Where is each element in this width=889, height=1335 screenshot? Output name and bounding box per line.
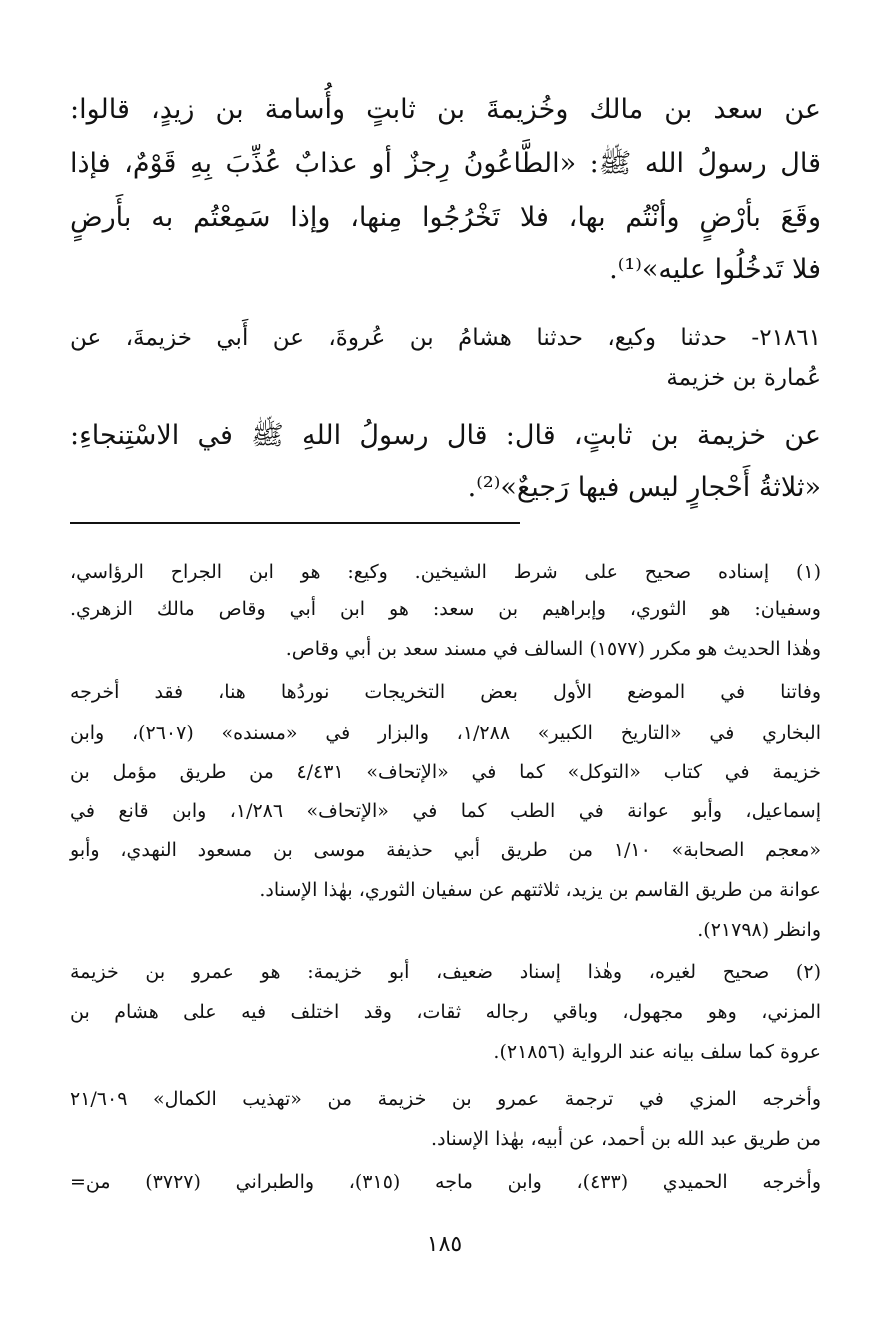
hadith-line: وقَعَ بأرْضٍ وأنْتُم بها، فلا تَخْرُجُوا مِنها، وإذا سَمِعْتُم به بأَرضٍ: [70, 202, 821, 233]
footnote-line: وانظر (٢١٧٩٨).: [697, 919, 821, 941]
hadith-line: عن خزيمة بن ثابتٍ، قال: قال رسولُ اللهِ ﷺ في الاسْتِنجاءِ:: [70, 420, 821, 451]
footnote-line: (١) إسناده صحيح على شرط الشيخين. وكيع: هو ابن الجراح الرؤاسي،: [70, 561, 821, 583]
footnote-line: عروة كما سلف بيانه عند الرواية (٢١٨٥٦).: [493, 1041, 821, 1063]
page-number: ١٨٥: [426, 1232, 463, 1257]
footnote-line: وأخرجه المزي في ترجمة عمرو بن خزيمة من «تهذيب الكمال» ٢١/٦٠٩: [70, 1088, 821, 1110]
isnad-line: عُمارة بن خزيمة: [666, 365, 821, 391]
footnote-line: وفاتنا في الموضع الأول بعض التخريجات نوردُها هنا، فقد أخرجه: [70, 681, 821, 703]
hadith-line: قال رسولُ الله ﷺ: «الطَّاعُونُ رِجزٌ أو عذابٌ عُذِّبَ بِهِ قَوْمٌ، فإذا: [70, 148, 821, 179]
footnote-line: وأخرجه الحميدي (٤٣٣)، وابن ماجه (٣١٥)، والطبراني (٣٧٢٧) من=: [70, 1171, 821, 1193]
footnote-line: إسماعيل، وأبو عوانة في الطب كما في «الإتحاف» ١/٢٨٦، وابن قانع في: [70, 800, 821, 822]
footnote-line: المزني، وهو مجهول، وباقي رجاله ثقات، وقد اختلف فيه على هشام بن: [70, 1001, 821, 1023]
footnote-separator: [70, 522, 520, 524]
footnote-line: خزيمة في كتاب «التوكل» كما في «الإتحاف» ٤/٤٣١ من طريق مؤمل بن: [70, 761, 821, 783]
footnote-line: وسفيان: هو الثوري، وإبراهيم بن سعد: هو ابن أبي وقاص مالك الزهري.: [70, 598, 821, 620]
isnad-line: ٢١٨٦١- حدثنا وكيع، حدثنا هشامُ بن عُروةَ، عن أَبي خزيمةَ، عن: [70, 325, 821, 351]
hadith-line: «ثلاثةُ أَحْجارٍ ليس فيها رَجيعٌ»⁽²⁾.: [467, 472, 821, 503]
hadith-line: عن سعد بن مالك وخُزيمةَ بن ثابتٍ وأُسامة بن زيدٍ، قالوا:: [70, 94, 821, 125]
footnote-line: من طريق عبد الله بن أحمد، عن أبيه، بهٰذا الإسناد.: [431, 1128, 821, 1150]
footnote-line: وهٰذا الحديث هو مكرر (١٥٧٧) السالف في مسند سعد بن أبي وقاص.: [285, 638, 821, 660]
footnote-line: البخاري في «التاريخ الكبير» ١/٢٨٨، والبزار في «مسنده» (٢٦٠٧)، وابن: [70, 722, 821, 744]
footnote-line: عوانة من طريق القاسم بن يزيد، ثلاثتهم عن سفيان الثوري، بهٰذا الإسناد.: [259, 879, 821, 901]
footnote-line: (٢) صحيح لغيره، وهٰذا إسناد ضعيف، أبو خزيمة: هو عمرو بن خزيمة: [70, 961, 821, 983]
footnote-line: «معجم الصحابة» ١/١٠ من طريق أبي حذيفة موسى بن مسعود النهدي، وأبو: [70, 839, 822, 861]
hadith-line: فلا تَدخُلُوا عليه»⁽¹⁾.: [609, 254, 821, 285]
